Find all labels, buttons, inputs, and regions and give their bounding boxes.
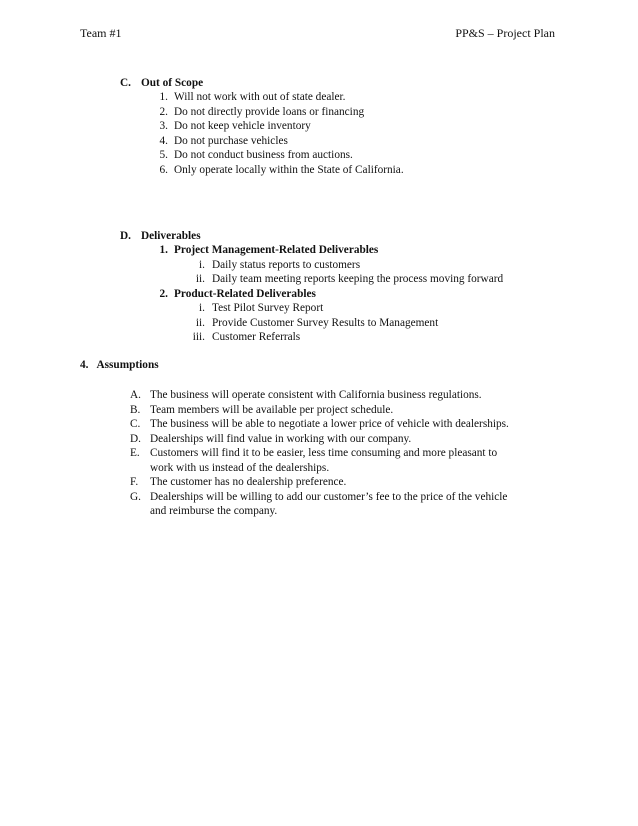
assumption-item — [130, 403, 393, 417]
list-item — [152, 90, 345, 104]
item-text: Do not purchase vehicles — [174, 134, 288, 147]
item-number: i. — [199, 258, 205, 271]
item-text: The business will operate consistent with California business regulations. — [150, 389, 482, 401]
item-text: The business will be able to negotiate a lower price of vehicle with dealerships. — [150, 418, 509, 430]
item-text: Daily status reports to customers — [212, 258, 361, 271]
item-text: Test Pilot Survey Report — [212, 302, 324, 314]
item-text: Daily team meeting reports keeping the process moving forward — [212, 273, 504, 285]
section-number: 4. — [80, 359, 89, 371]
deliverable-group-heading — [152, 243, 378, 257]
page-header-right: PP&S – Project Plan — [455, 26, 555, 40]
item-letter: A. — [130, 389, 141, 401]
item-letter: C. — [130, 418, 141, 430]
item-text: Provide Customer Survey Results to Management — [212, 316, 439, 329]
item-letter: B. — [130, 403, 141, 416]
deliverable-group-heading — [152, 287, 316, 301]
item-text: Only operate locally within the State of California. — [174, 163, 404, 176]
item-text: Do not conduct business from auctions. — [174, 149, 353, 161]
list-item — [186, 258, 360, 272]
item-text: Customers will find it to be easier, less time consuming and more pleasant to — [150, 447, 498, 459]
group-number: 2. — [159, 287, 168, 300]
assumption-continuation: work with us instead of the dealerships. — [150, 461, 330, 474]
item-letter: D. — [130, 432, 141, 445]
list-item — [186, 272, 503, 286]
assumption-continuation: and reimburse the company. — [150, 505, 278, 517]
item-text: Will not work with out of state dealer. — [174, 91, 346, 103]
assumption-item — [130, 432, 411, 446]
list-item — [152, 119, 311, 133]
assumption-item — [130, 475, 346, 489]
assumption-item — [130, 417, 509, 431]
group-title: Product-Related Deliverables — [174, 287, 316, 300]
item-number: 4. — [159, 134, 168, 147]
list-item — [152, 105, 364, 119]
section-label: D. — [120, 230, 131, 242]
section-title: Out of Scope — [140, 77, 204, 89]
item-number: ii. — [195, 273, 205, 285]
item-number: 1. — [159, 91, 168, 103]
item-number: 2. — [159, 105, 168, 118]
section-title: Assumptions — [96, 359, 159, 371]
list-item — [152, 163, 404, 177]
assumption-item — [130, 446, 497, 460]
assumption-item — [130, 490, 507, 504]
list-item — [186, 330, 300, 344]
group-number: 1. — [159, 244, 168, 256]
deliverables-heading — [120, 229, 201, 243]
item-text: Team members will be available per project schedule. — [150, 403, 394, 416]
list-item — [186, 301, 323, 315]
item-number: i. — [199, 302, 205, 314]
item-letter: E. — [130, 447, 140, 459]
out-of-scope-heading — [120, 76, 203, 90]
section-title: Deliverables — [140, 230, 201, 242]
item-text: Customer Referrals — [212, 331, 301, 343]
item-text: Dealerships will be willing to add our customer’s fee to the price of the vehicle — [150, 490, 508, 503]
list-item — [186, 316, 438, 330]
item-number: ii. — [195, 316, 205, 329]
item-number: 3. — [159, 120, 168, 132]
page-header-left: Team #1 — [80, 26, 122, 40]
item-text: The customer has no dealership preference. — [150, 476, 347, 488]
assumption-item — [130, 388, 482, 402]
item-letter: G. — [130, 490, 141, 503]
item-text: Do not directly provide loans or financing — [174, 105, 365, 118]
item-number: 6. — [159, 163, 168, 176]
item-letter: F. — [130, 476, 139, 488]
item-text: Do not keep vehicle inventory — [174, 120, 311, 132]
list-item — [152, 148, 353, 162]
item-number: iii. — [192, 331, 205, 343]
item-number: 5. — [159, 149, 168, 161]
list-item — [152, 134, 288, 148]
assumptions-heading — [80, 358, 159, 372]
item-text: Dealerships will find value in working with our company. — [150, 432, 412, 445]
section-label: C. — [120, 77, 131, 89]
group-title: Project Management-Related Deliverables — [174, 244, 379, 256]
